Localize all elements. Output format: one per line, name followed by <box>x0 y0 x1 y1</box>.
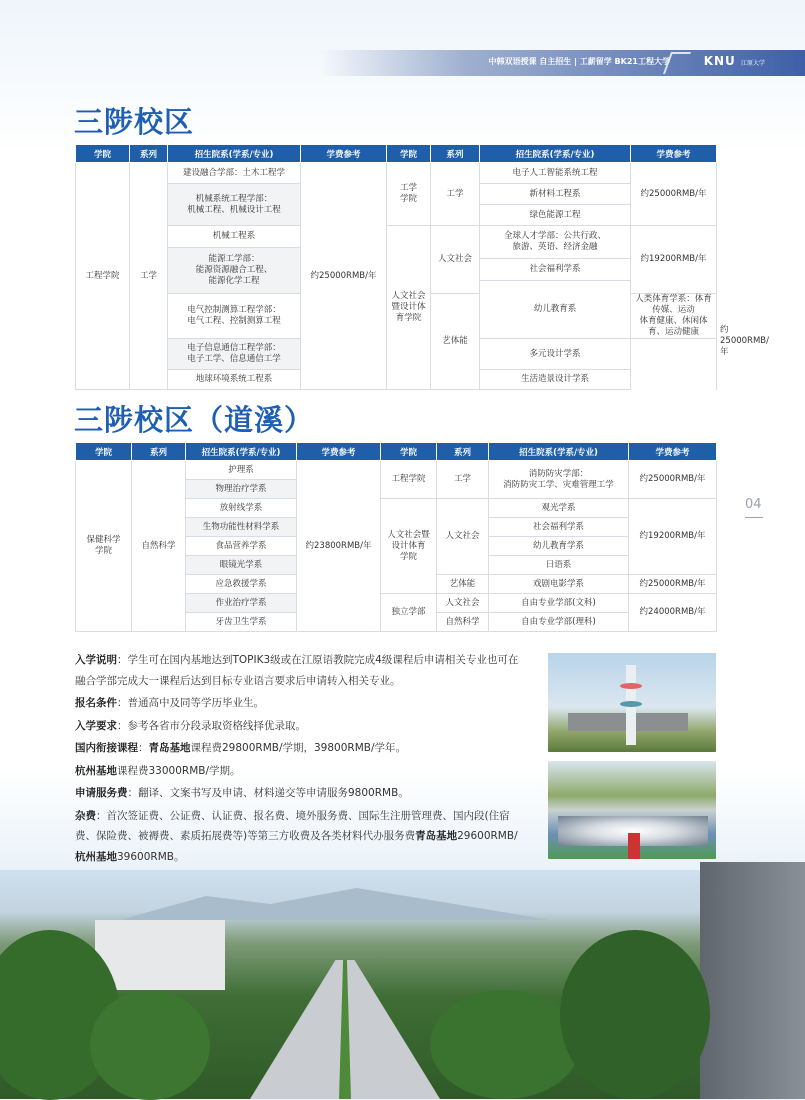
major-cell: 机械系统工程学部： 机械工程、机械设计工程 <box>168 184 301 226</box>
series-cell: 艺体能 <box>431 294 480 390</box>
scenery-tree <box>90 990 210 1100</box>
admission-label: 入学说明 <box>75 654 117 666</box>
major-cell: 机械工程系 <box>168 226 301 248</box>
major-cell: 新材料工程系 <box>480 184 631 205</box>
section-title-samcheok: 三陟校区 <box>74 105 195 139</box>
college-cell: 工学 学院 <box>387 163 431 226</box>
major-cell: 自由专业学部(文科) <box>489 594 629 613</box>
major-cell: 生物功能性材料学系 <box>186 518 297 537</box>
major-cell: 应急救援学系 <box>186 575 297 594</box>
bridge-label: 国内衔接课程 <box>75 742 138 754</box>
col-header: 招生院系(学系/专业) <box>480 145 631 163</box>
major-cell: 全球人才学部：公共行政、 旅游、英语、经济金融 <box>480 226 631 259</box>
misc-hangzhou-label: 杭州基地 <box>75 850 117 863</box>
photo-ring <box>620 701 642 707</box>
col-header: 学院 <box>76 145 130 163</box>
major-cell: 多元设计学系 <box>480 339 631 370</box>
college-cell: 人文社会暨 设计体育 学院 <box>381 499 437 594</box>
table-dogye <box>75 442 717 632</box>
col-header: 系列 <box>431 145 480 163</box>
misc-text: ：首次签证费、公证费、认证费、报名费、境外服务费、国际生注册管理费、国内段(住宿费、保险费、被褥费、素质拓展费等)等第三方收费及各类材料代办服务费 <box>75 809 510 842</box>
major-cell: 牙齿卫生学系 <box>186 613 297 632</box>
fee-cell: 约19200RMB/年 <box>631 226 717 294</box>
col-header: 招生院系(学系/专业) <box>168 145 301 163</box>
major-cell: 日语系 <box>489 556 629 575</box>
page-number-divider <box>745 517 763 518</box>
series-cell: 人文社会 <box>437 499 489 575</box>
eligibility-paragraph <box>75 693 525 714</box>
hangzhou-text: 课程费33000RMB/学期。 <box>117 764 241 777</box>
fee-cell: 约23800RMB/年 <box>297 461 381 632</box>
col-header: 学院 <box>381 443 437 461</box>
college-cell: 人文社会 暨设计体 育学院 <box>387 226 431 390</box>
page-number: 04 <box>745 497 762 512</box>
table-header-row <box>76 145 717 163</box>
series-cell: 工学 <box>431 163 480 226</box>
major-cell: 人类体育学系：体育传媒、运动 体育健康、休闲体育、运动健康 <box>631 294 717 339</box>
misc-qingdao-label: 青岛基地 <box>415 830 458 842</box>
major-cell: 护理系 <box>186 461 297 480</box>
major-cell: 生活造景设计学系 <box>480 370 631 390</box>
hangzhou-paragraph <box>75 761 525 782</box>
section-title-dogye: 三陟校区（道溪） <box>74 403 315 437</box>
misc-qingdao-text: 29600RMB/ <box>457 830 518 842</box>
fee-cell: 约25000RMB/年 <box>629 461 717 499</box>
col-header: 系列 <box>132 443 186 461</box>
major-cell: 观光学系 <box>489 499 629 518</box>
photo-carpet <box>628 833 640 859</box>
col-header: 学院 <box>387 145 431 163</box>
banner-text: 中韩双语授课 自主招生 | 工薪留学 BK21工程大学 <box>488 57 670 66</box>
major-cell: 戏剧电影学系 <box>489 575 629 594</box>
admission-paragraph <box>75 650 525 691</box>
service-paragraph <box>75 783 525 804</box>
admission-text: ：学生可在国内基地达到TOPIK3级或在江原语教院完成4级课程后申请相关专业也可在融合学部完成大一课程后达到目标专业语言要求后申请转入相关专业。 <box>75 654 519 687</box>
fee-cell: 约25000RMB/年 <box>301 163 387 390</box>
qingdao-text: 课程费29800RMB/学期，39800RMB/学年。 <box>190 742 406 754</box>
major-cell: 电子人工智能系统工程 <box>480 163 631 184</box>
major-cell: 消防防灾学部： 消防防灾工学、灾难管理工学 <box>489 461 629 499</box>
col-header: 学院 <box>76 443 132 461</box>
scenery-tree <box>560 930 710 1099</box>
col-header: 学费参考 <box>301 145 387 163</box>
series-cell: 工学 <box>437 461 489 499</box>
major-cell: 绿色能源工程 <box>480 205 631 226</box>
major-cell: 幼儿教育系 <box>480 281 631 339</box>
service-label: 申请服务费 <box>75 787 128 799</box>
table-row <box>76 226 717 248</box>
logo-text: KNU <box>703 54 736 68</box>
table-header-row <box>76 443 717 461</box>
col-header: 招生院系(学系/专业) <box>489 443 629 461</box>
misc-paragraph <box>75 806 525 868</box>
table-row: 电气控制测算工程学部： 电气工程、控制测算工程 艺体能 人类体育学系：体育传媒、运动 体育健康、休闲体育、运动健康 约25000RMB/年 <box>76 294 717 339</box>
campus-tower-photo <box>548 653 716 752</box>
series-cell: 工学 <box>130 163 168 390</box>
major-cell: 幼儿教育学系 <box>489 537 629 556</box>
eligibility-label: 报名条件 <box>75 697 117 709</box>
col-header: 系列 <box>437 443 489 461</box>
major-cell: 建设融合学部：土木工程学 <box>168 163 301 184</box>
series-cell: 人文社会 <box>437 594 489 613</box>
major-cell: 社会福利学系 <box>480 259 631 281</box>
col-header: 学费参考 <box>629 443 717 461</box>
table-row <box>76 163 717 184</box>
misc-label: 杂费 <box>75 809 96 822</box>
major-cell: 社会福利学系 <box>489 518 629 537</box>
requirement-label: 入学要求 <box>75 719 117 732</box>
table-row <box>76 461 717 480</box>
series-cell: 自然科学 <box>132 461 186 632</box>
hangzhou-label: 杭州基地 <box>75 764 117 777</box>
eligibility-text: ：普通高中及同等学历毕业生。 <box>117 697 264 709</box>
fee-cell: 约25000RMB/年 <box>629 575 717 594</box>
college-cell: 独立学部 <box>381 594 437 632</box>
major-cell: 作业治疗学系 <box>186 594 297 613</box>
qingdao-label: 青岛基地 <box>148 742 191 754</box>
major-cell: 能源工学部： 能源资源融合工程、 能源化学工程 <box>168 248 301 294</box>
requirement-text: ：参考各省市分段录取资格线择优录取。 <box>117 719 306 732</box>
group-photo <box>548 761 716 859</box>
scenery-building-right <box>700 862 805 1099</box>
major-cell: 自由专业学部(理科) <box>489 613 629 632</box>
logo-sub: 江原大学 <box>740 60 765 67</box>
major-cell: 眼镜光学系 <box>186 556 297 575</box>
admission-info <box>75 650 525 869</box>
requirement-paragraph <box>75 716 525 737</box>
fee-cell: 约19200RMB/年 <box>629 499 717 575</box>
college-cell: 保健科学 学院 <box>76 461 132 632</box>
college-cell: 工程学院 <box>76 163 130 390</box>
photo-ring <box>620 683 642 689</box>
col-header: 学费参考 <box>631 145 717 163</box>
scenery-tree <box>430 990 580 1099</box>
service-text: ：翻译、文案书写及申请、材料递交等申请服务9800RMB。 <box>127 787 409 799</box>
college-cell: 工程学院 <box>381 461 437 499</box>
major-cell: 物理治疗学系 <box>186 480 297 499</box>
table-samcheok <box>75 144 769 390</box>
col-header: 学费参考 <box>297 443 381 461</box>
fee-cell: 约25000RMB/年 <box>631 163 717 226</box>
col-header: 招生院系(学系/专业) <box>186 443 297 461</box>
major-cell: 电子信息通信工程学部： 电子工学、信息通信工学 <box>168 339 301 370</box>
bridge-paragraph: 国内衔接课程：青岛基地课程费29800RMB/学期，39800RMB/学年。 <box>75 742 406 754</box>
fee-cell: 约24000RMB/年 <box>629 594 717 632</box>
header-banner <box>320 50 805 76</box>
series-cell: 自然科学 <box>437 613 489 632</box>
major-cell: 食品营养学系 <box>186 537 297 556</box>
series-cell: 人文社会 <box>431 226 480 294</box>
series-cell: 艺体能 <box>437 575 489 594</box>
major-cell: 电气控制测算工程学部： 电气工程、控制测算工程 <box>168 294 301 339</box>
major-cell: 放射线学系 <box>186 499 297 518</box>
major-cell: 地球环境系统工程系 <box>168 370 301 390</box>
scenery-building-left <box>95 920 225 990</box>
misc-hangzhou-text: 39600RMB。 <box>117 850 185 863</box>
col-header: 系列 <box>130 145 168 163</box>
university-logo <box>704 54 765 68</box>
